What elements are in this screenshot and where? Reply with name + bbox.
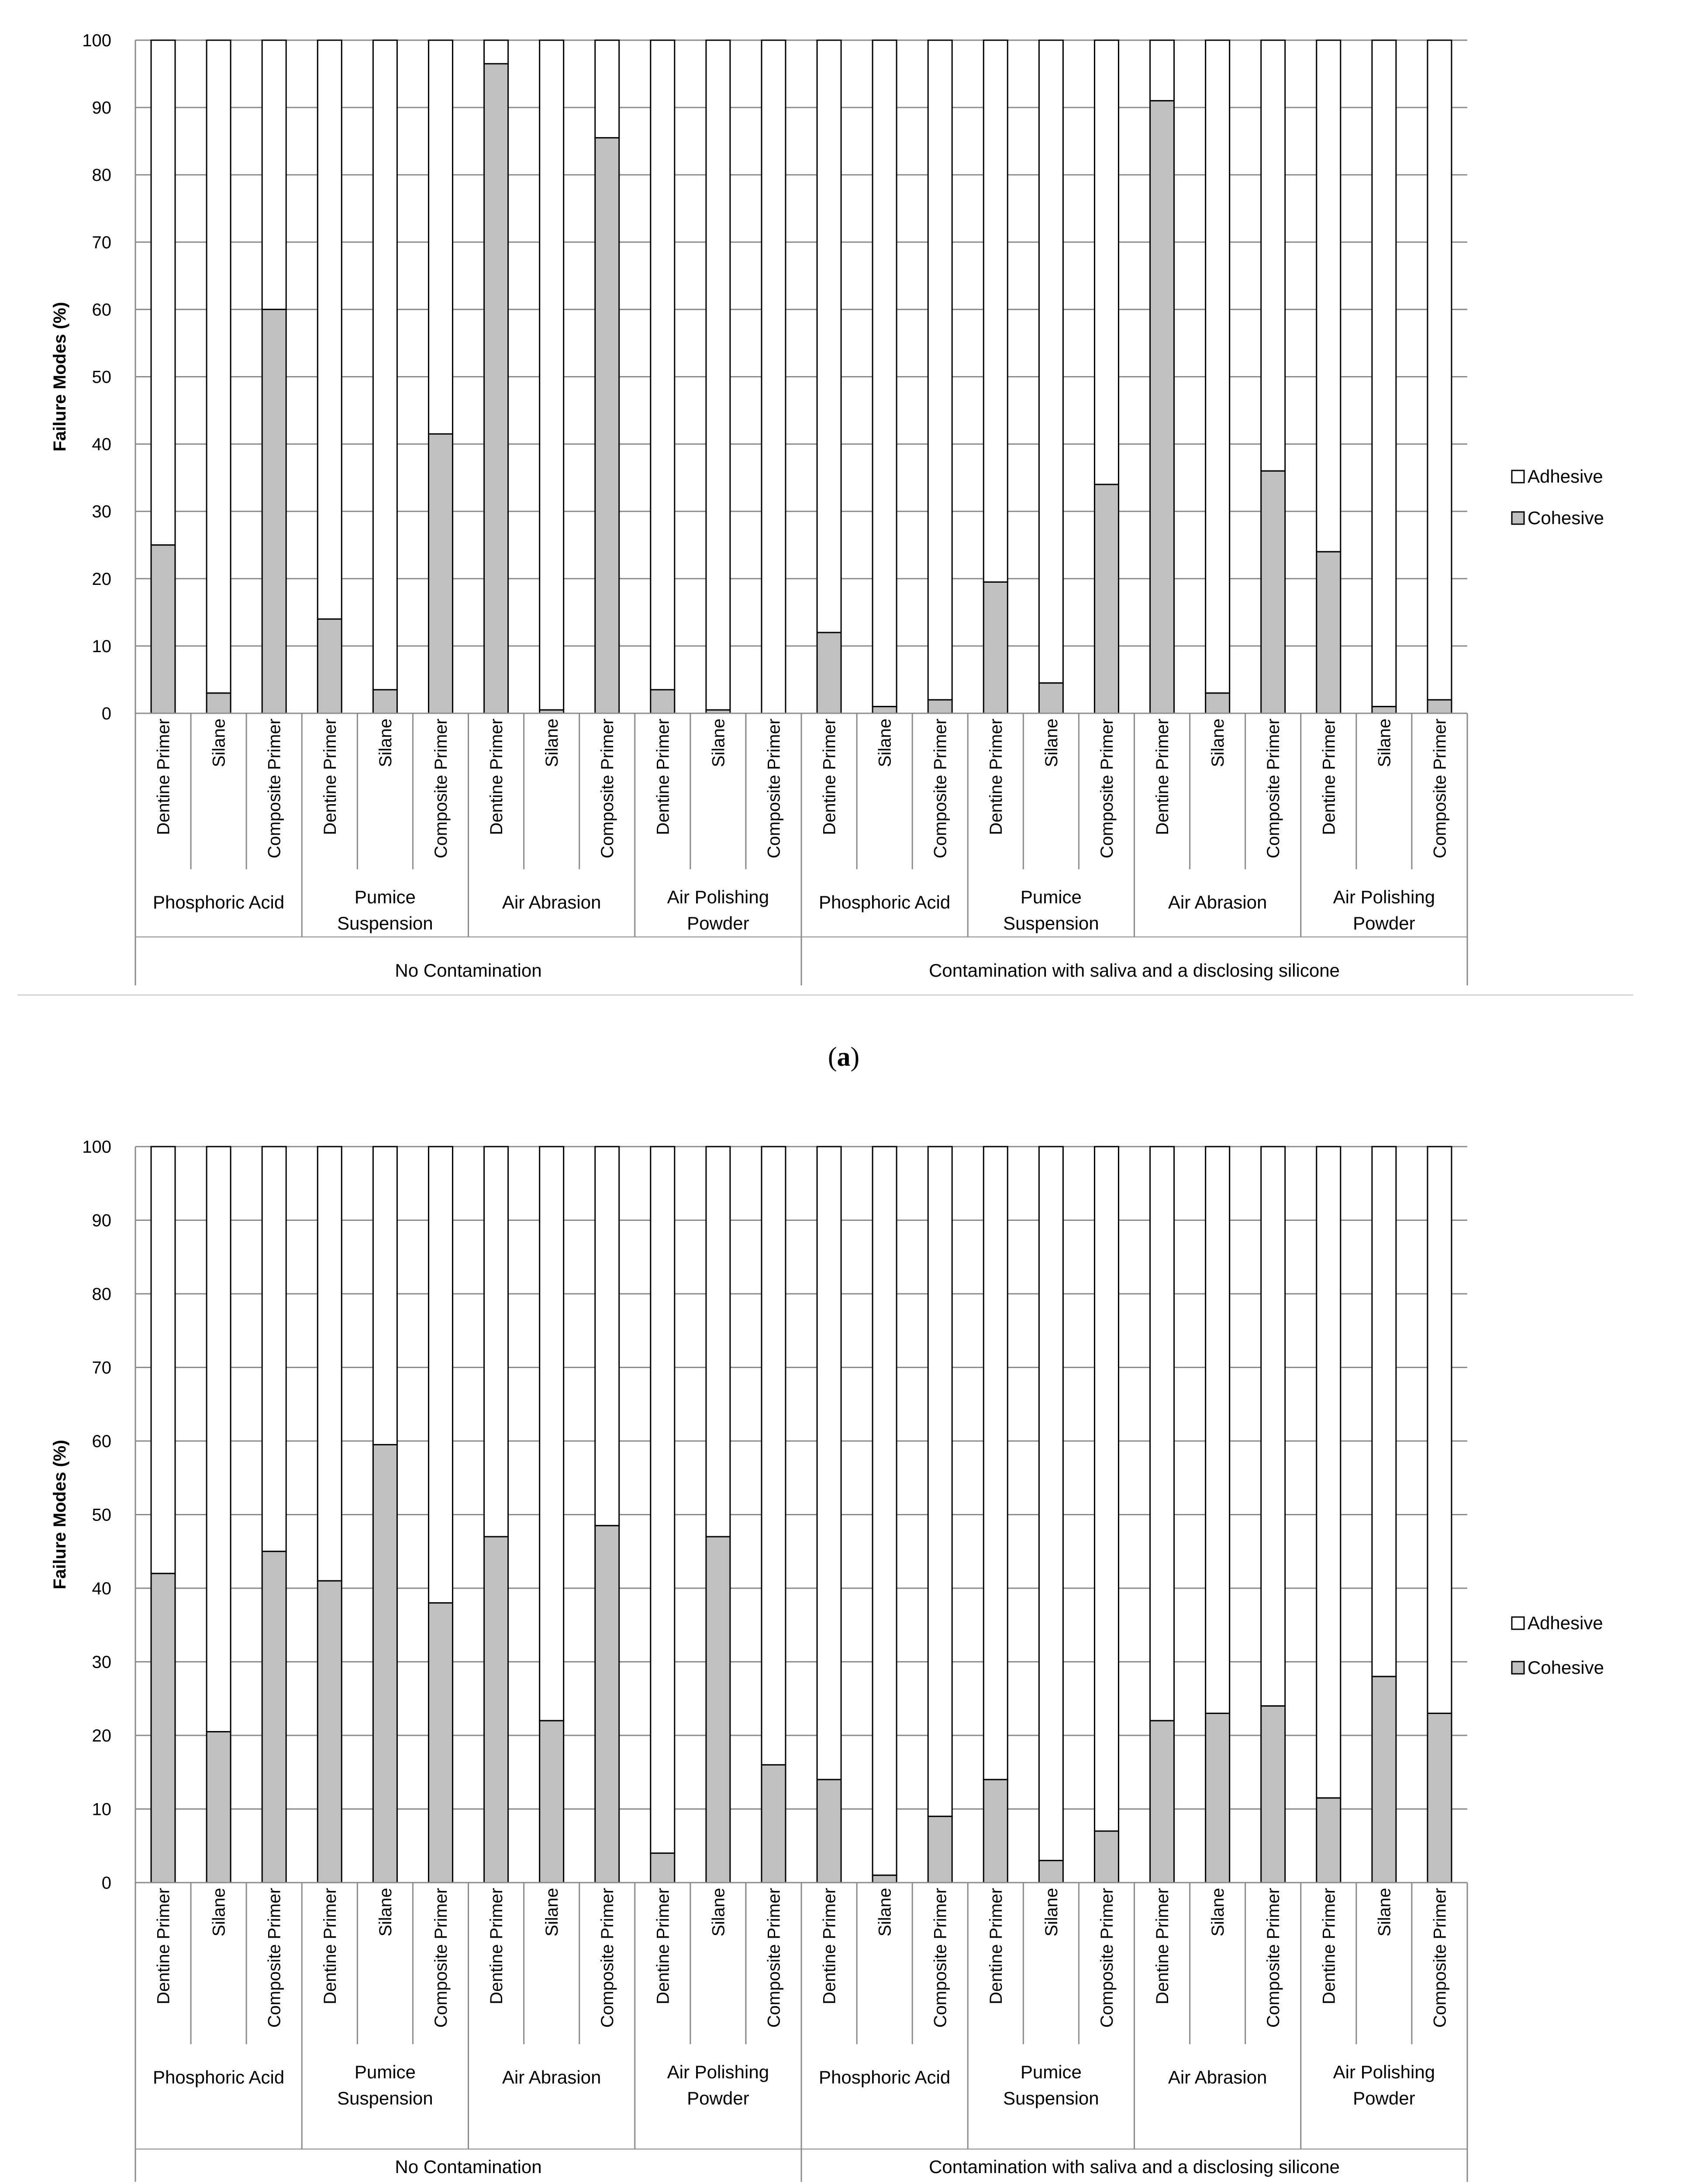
bar-cohesive (595, 1526, 619, 1883)
category-label: Composite Primer (598, 1888, 617, 2028)
bar-cohesive (151, 1573, 175, 1883)
bar-cohesive (207, 1732, 231, 1883)
bar-adhesive (1372, 40, 1396, 707)
y-tick-label: 80 (92, 1285, 111, 1304)
pretreatment-label: Air Polishing (1333, 2062, 1435, 2082)
category-label: Silane (209, 719, 229, 767)
bar-cohesive (651, 1853, 675, 1883)
bar-cohesive (373, 1444, 397, 1883)
bar-cohesive (1428, 700, 1452, 713)
bar-adhesive (373, 1147, 397, 1444)
category-label: Silane (1208, 1888, 1228, 1937)
y-tick-label: 100 (82, 31, 111, 50)
bar-cohesive (1150, 101, 1174, 713)
bar-cohesive (151, 545, 175, 713)
bar-cohesive (983, 1780, 1007, 1883)
category-label: Dentine Primer (1319, 719, 1339, 835)
y-axis-label: Failure Modes (%) (50, 1440, 69, 1590)
bar-adhesive (928, 1147, 952, 1816)
pretreatment-label: Powder (1353, 913, 1415, 933)
category-label: Composite Primer (265, 719, 284, 859)
bar-adhesive (262, 40, 286, 309)
bar-cohesive (873, 707, 897, 713)
y-tick-label: 50 (92, 1505, 111, 1525)
legend-label-cohesive: Cohesive (1528, 1657, 1604, 1678)
bar-cohesive (928, 1816, 952, 1883)
bar-adhesive (706, 1147, 730, 1537)
bar-adhesive (1261, 40, 1285, 471)
bar-adhesive (1206, 1147, 1230, 1713)
category-label: Composite Primer (764, 719, 784, 859)
caption-letter: a (837, 1042, 851, 1072)
bar-adhesive (1039, 1147, 1063, 1860)
bar-adhesive (1428, 40, 1452, 700)
pretreatment-label: Phosphoric Acid (819, 2067, 951, 2087)
bar-adhesive (540, 40, 564, 710)
category-label: Silane (542, 1888, 562, 1937)
category-label: Composite Primer (1264, 1888, 1283, 2028)
bar-cohesive (262, 1552, 286, 1883)
bar-adhesive (651, 40, 675, 690)
y-tick-label: 90 (92, 98, 111, 118)
y-tick-label: 40 (92, 435, 111, 454)
bar-cohesive (428, 1603, 452, 1883)
pretreatment-label: Pumice (354, 887, 416, 907)
pretreatment-label: Air Abrasion (502, 2067, 601, 2087)
category-label: Silane (1208, 719, 1228, 767)
bar-cohesive (1206, 1713, 1230, 1883)
category-label: Dentine Primer (653, 719, 673, 835)
y-tick-label: 80 (92, 166, 111, 185)
bar-adhesive (1094, 40, 1118, 484)
category-label: Silane (1375, 719, 1394, 767)
bar-cohesive (1372, 1676, 1396, 1883)
pretreatment-label: Pumice (1020, 2062, 1082, 2082)
bar-adhesive (706, 40, 730, 710)
category-label: Silane (1042, 719, 1061, 767)
bar-cohesive (651, 690, 675, 713)
bar-cohesive (1261, 471, 1285, 713)
bar-adhesive (928, 40, 952, 700)
legend-swatch-cohesive (1512, 1662, 1524, 1674)
bar-cohesive (207, 693, 231, 713)
category-label: Composite Primer (431, 1888, 451, 2028)
pretreatment-label: Air Abrasion (1168, 892, 1267, 912)
y-axis-label: Failure Modes (%) (50, 302, 69, 452)
category-label: Composite Primer (931, 719, 950, 859)
category-label: Silane (1375, 1888, 1394, 1937)
bar-cohesive (762, 1765, 786, 1883)
y-tick-label: 10 (92, 636, 111, 656)
pretreatment-label: Air Abrasion (502, 892, 601, 912)
category-label: Silane (1042, 1888, 1061, 1937)
bar-cohesive (1150, 1721, 1174, 1883)
category-label: Silane (542, 719, 562, 767)
bar-adhesive (540, 1147, 564, 1721)
bar-adhesive (873, 1147, 897, 1875)
y-tick-label: 90 (92, 1211, 111, 1230)
bar-adhesive (1372, 1147, 1396, 1676)
pretreatment-label: Air Polishing (667, 2062, 769, 2082)
bar-adhesive (1206, 40, 1230, 693)
bar-adhesive (428, 40, 452, 434)
bar-cohesive (983, 582, 1007, 713)
bar-cohesive (1428, 1713, 1452, 1883)
bar-adhesive (817, 1147, 841, 1780)
bar-cohesive (1206, 693, 1230, 713)
bar-cohesive (317, 1581, 341, 1883)
bar-cohesive (817, 632, 841, 713)
pretreatment-label: Phosphoric Acid (153, 892, 285, 912)
bar-adhesive (484, 1147, 508, 1537)
category-label: Dentine Primer (653, 1888, 673, 2004)
pretreatment-label: Suspension (1003, 2088, 1099, 2108)
pretreatment-label: Air Abrasion (1168, 2067, 1267, 2087)
category-label: Dentine Primer (986, 1888, 1006, 2004)
bar-adhesive (983, 1147, 1007, 1780)
bar-cohesive (484, 1537, 508, 1883)
category-label: Composite Primer (1097, 1888, 1117, 2028)
bar-adhesive (1039, 40, 1063, 683)
pretreatment-label: Air Polishing (667, 887, 769, 907)
bar-cohesive (428, 434, 452, 713)
bar-adhesive (428, 1147, 452, 1603)
y-tick-label: 60 (92, 300, 111, 320)
bar-adhesive (762, 40, 786, 713)
pretreatment-label: Pumice (354, 2062, 416, 2082)
bar-cohesive (373, 690, 397, 713)
bar-adhesive (1150, 40, 1174, 101)
pretreatment-label: Phosphoric Acid (819, 892, 951, 912)
category-label: Silane (209, 1888, 229, 1937)
pretreatment-label: Suspension (337, 2088, 433, 2108)
category-label: Dentine Primer (487, 1888, 507, 2004)
bar-cohesive (262, 309, 286, 713)
bar-cohesive (1372, 707, 1396, 713)
pretreatment-label: Pumice (1020, 887, 1082, 907)
bar-adhesive (207, 1147, 231, 1732)
bar-cohesive (595, 138, 619, 713)
pretreatment-label: Powder (687, 913, 749, 933)
category-label: Dentine Primer (320, 1888, 340, 2004)
category-label: Dentine Primer (320, 719, 340, 835)
chart-panel-b (17, 1137, 1633, 2184)
pretreatment-label: Powder (687, 2088, 749, 2108)
category-label: Silane (875, 719, 895, 767)
category-label: Dentine Primer (820, 719, 839, 835)
y-tick-label: 60 (92, 1432, 111, 1451)
bar-adhesive (1261, 1147, 1285, 1706)
category-label: Dentine Primer (487, 719, 507, 835)
bar-cohesive (928, 700, 952, 713)
condition-label: No Contamination (395, 2156, 542, 2177)
bar-adhesive (373, 40, 397, 690)
category-label: Silane (376, 719, 395, 767)
bar-adhesive (1428, 1147, 1452, 1713)
y-tick-label: 30 (92, 502, 111, 522)
bar-cohesive (1039, 1860, 1063, 1883)
chart-panel-a (17, 31, 1633, 1072)
pretreatment-label: Air Polishing (1333, 887, 1435, 907)
legend-swatch-adhesive (1512, 1617, 1524, 1629)
caption-paren: ) (850, 1042, 860, 1072)
category-label: Composite Primer (1264, 719, 1283, 859)
bar-cohesive (317, 619, 341, 713)
bar-cohesive (484, 64, 508, 713)
category-label: Composite Primer (764, 1888, 784, 2028)
pretreatment-label: Powder (1353, 2088, 1415, 2108)
panel-caption (828, 1042, 859, 1072)
bar-adhesive (1317, 1147, 1341, 1798)
bar-adhesive (1150, 1147, 1174, 1721)
y-tick-label: 70 (92, 233, 111, 252)
bar-cohesive (1317, 1798, 1341, 1883)
pretreatment-label: Phosphoric Acid (153, 2067, 285, 2087)
condition-label: Contamination with saliva and a disclosing silicone (929, 960, 1340, 981)
bar-cohesive (1094, 1831, 1118, 1883)
legend-label-cohesive: Cohesive (1528, 508, 1604, 528)
pretreatment-label: Suspension (337, 913, 433, 933)
bar-cohesive (1261, 1706, 1285, 1883)
legend-label-adhesive: Adhesive (1528, 1613, 1603, 1633)
y-tick-label: 40 (92, 1579, 111, 1598)
category-label: Composite Primer (1430, 1888, 1450, 2028)
category-label: Composite Primer (1097, 719, 1117, 859)
bar-adhesive (262, 1147, 286, 1552)
legend-label-adhesive: Adhesive (1528, 466, 1603, 487)
category-label: Dentine Primer (986, 719, 1006, 835)
y-tick-label: 70 (92, 1358, 111, 1378)
category-label: Composite Primer (931, 1888, 950, 2028)
legend-swatch-adhesive (1512, 470, 1524, 483)
category-label: Dentine Primer (1153, 719, 1173, 835)
bar-adhesive (1317, 40, 1341, 552)
y-tick-label: 100 (82, 1137, 111, 1157)
y-tick-label: 50 (92, 367, 111, 387)
bar-adhesive (151, 40, 175, 545)
y-tick-label: 0 (101, 1873, 111, 1893)
bar-cohesive (873, 1875, 897, 1883)
y-tick-label: 0 (101, 704, 111, 723)
category-label: Dentine Primer (1153, 1888, 1173, 2004)
bar-cohesive (1317, 552, 1341, 713)
y-tick-label: 10 (92, 1800, 111, 1819)
bar-adhesive (595, 40, 619, 138)
bar-adhesive (762, 1147, 786, 1765)
pretreatment-label: Suspension (1003, 913, 1099, 933)
condition-label: No Contamination (395, 960, 542, 981)
category-label: Composite Primer (431, 719, 451, 859)
bar-adhesive (651, 1147, 675, 1853)
condition-label: Contamination with saliva and a disclosing silicone (929, 2156, 1340, 2177)
category-label: Silane (709, 1888, 728, 1937)
bar-adhesive (484, 40, 508, 64)
bar-cohesive (540, 1721, 564, 1883)
category-label: Composite Primer (1430, 719, 1450, 859)
category-label: Dentine Primer (1319, 1888, 1339, 2004)
bar-adhesive (1094, 1147, 1118, 1831)
bar-cohesive (1094, 484, 1118, 713)
y-tick-label: 20 (92, 1726, 111, 1745)
bar-adhesive (317, 1147, 341, 1581)
category-label: Dentine Primer (154, 1888, 173, 2004)
y-tick-label: 20 (92, 569, 111, 589)
bar-adhesive (983, 40, 1007, 582)
category-label: Dentine Primer (820, 1888, 839, 2004)
category-label: Silane (709, 719, 728, 767)
bar-adhesive (151, 1147, 175, 1573)
category-label: Composite Primer (598, 719, 617, 859)
category-label: Silane (376, 1888, 395, 1937)
bar-adhesive (595, 1147, 619, 1526)
category-label: Composite Primer (265, 1888, 284, 2028)
bar-adhesive (207, 40, 231, 693)
bar-adhesive (873, 40, 897, 707)
legend-swatch-cohesive (1512, 512, 1524, 524)
bar-cohesive (817, 1780, 841, 1883)
bar-adhesive (817, 40, 841, 632)
bar-cohesive (706, 1537, 730, 1883)
bar-adhesive (317, 40, 341, 619)
caption-paren: ( (828, 1042, 837, 1072)
category-label: Dentine Primer (154, 719, 173, 835)
y-tick-label: 30 (92, 1652, 111, 1672)
bar-cohesive (1039, 683, 1063, 713)
category-label: Silane (875, 1888, 895, 1937)
